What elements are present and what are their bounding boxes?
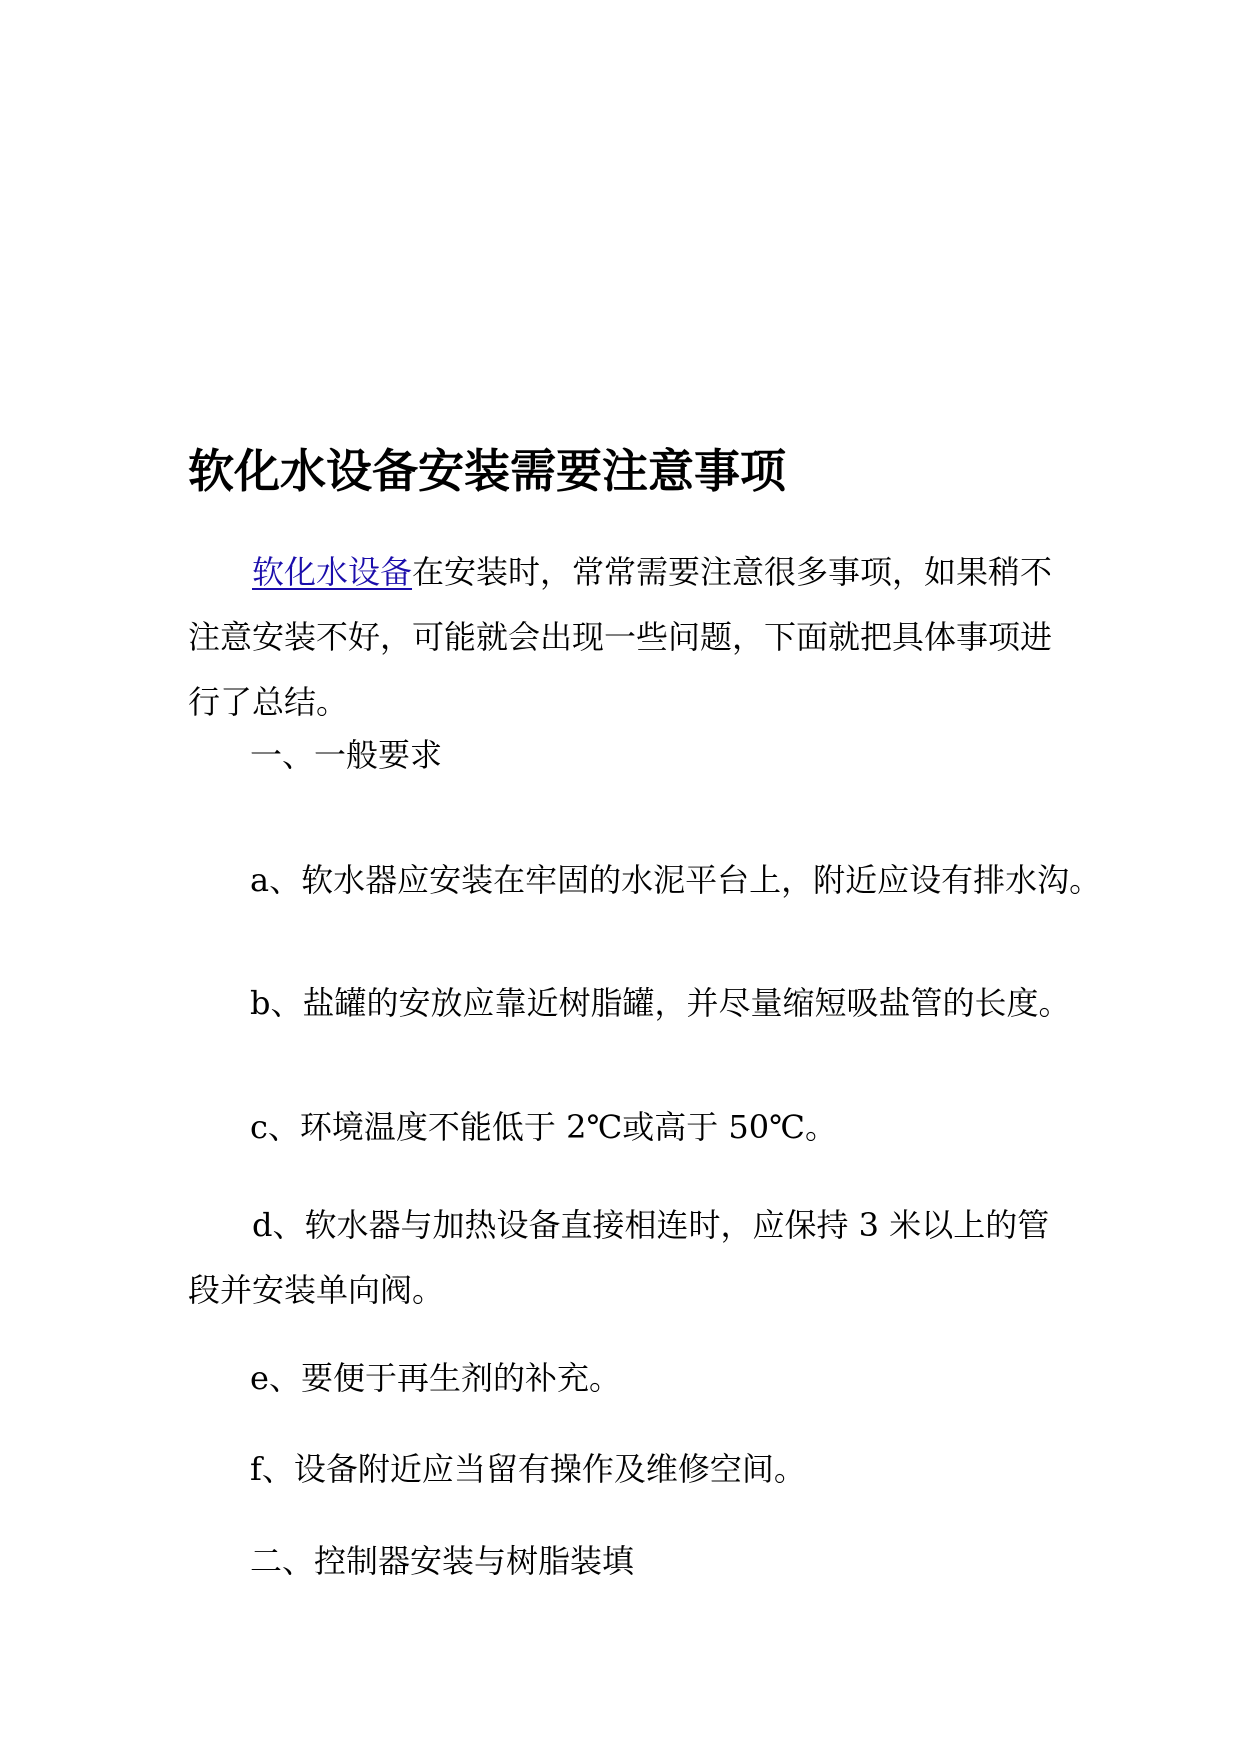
softened-water-equipment-link[interactable]: 软化水设备 <box>252 553 413 591</box>
item-c: c、环境温度不能低于 2℃或高于 50℃。 <box>250 1108 837 1146</box>
document-title: 软化水设备安装需要注意事项 <box>188 444 786 498</box>
item-b: b、盐罐的安放应靠近树脂罐，并尽量缩短吸盐管的长度。 <box>250 984 1071 1022</box>
intro-text: 在安装时，常常需要注意很多事项，如果稍不注意安装不好，可能就会出现一些问题，下面就把具体事项进行了总结。 <box>188 553 1053 721</box>
intro-paragraph <box>188 540 1058 735</box>
section-heading-controller-installation: 二、控制器安装与树脂装填 <box>250 1542 635 1580</box>
item-e: e、要便于再生剂的补充。 <box>250 1359 621 1397</box>
item-f: f、设备附近应当留有操作及维修空间。 <box>250 1450 806 1488</box>
section-heading-general-requirements: 一、一般要求 <box>250 736 443 774</box>
item-d: d、软水器与加热设备直接相连时，应保持 3 米以上的管段并安装单向阀。 <box>188 1206 1050 1309</box>
item-a: a、软水器应安装在牢固的水泥平台上，附近应设有排水沟。 <box>250 861 1102 899</box>
